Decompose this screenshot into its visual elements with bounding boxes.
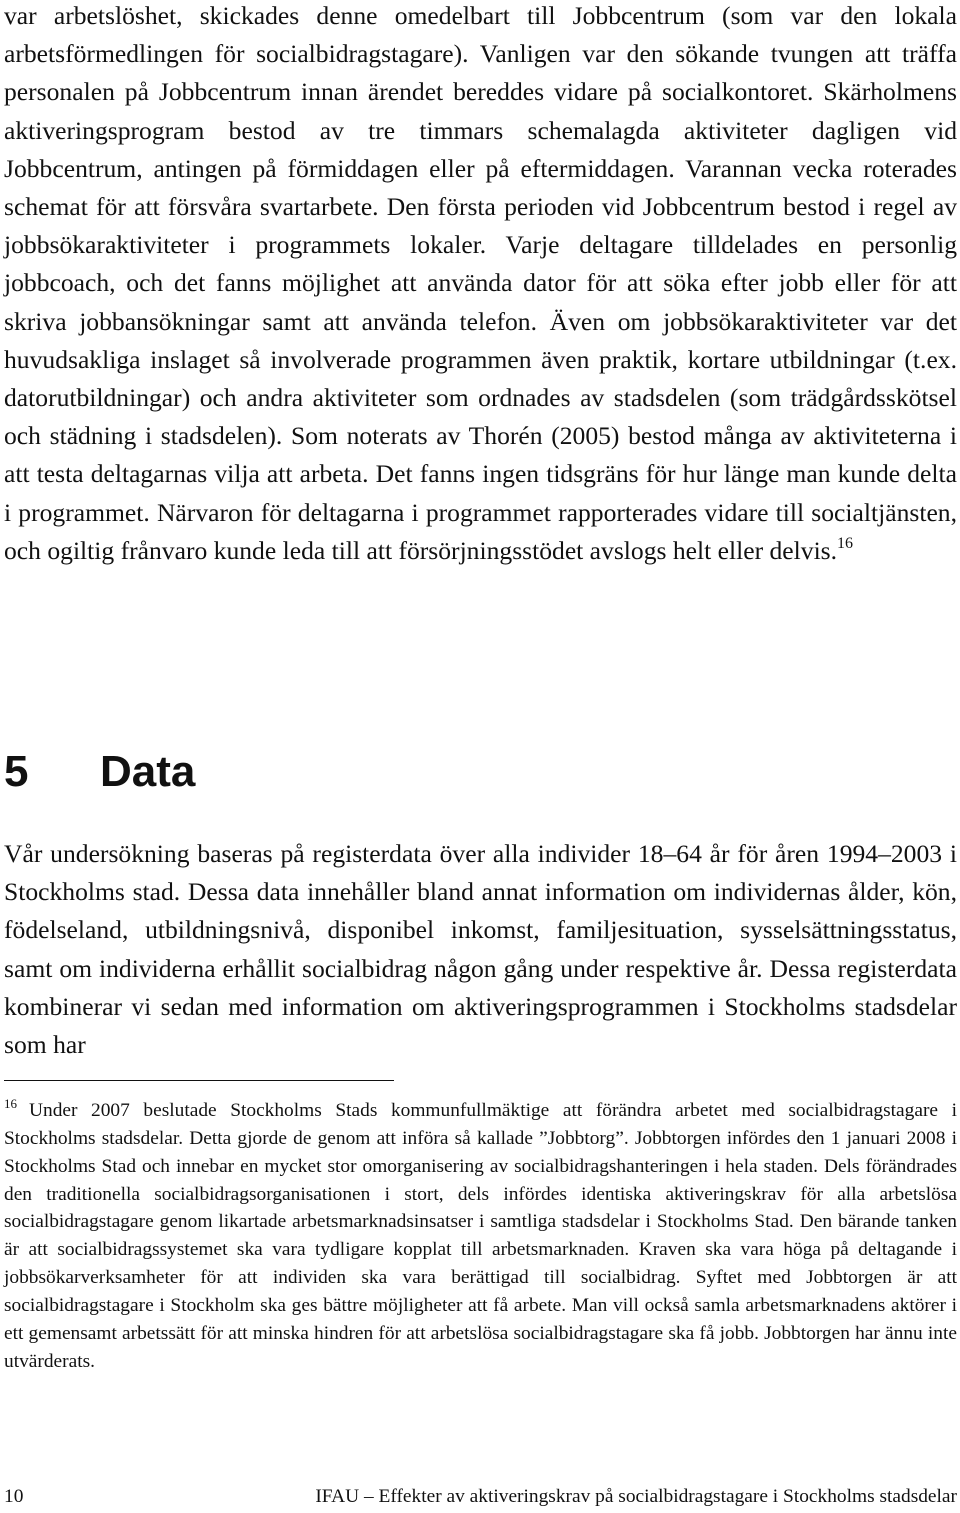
footnote-mark: 16 (4, 1096, 17, 1111)
footnote-text: Under 2007 beslutade Stockholms Stads kommunfullmäktige att förändra arbetet med socialbidragstagare i Stockholms stadsdelar. Detta gjorde de genom att införa så kallade ”Jobbtorg”. Jobbtorgen infördes den 1 januari 2008 i Stockholms Stad och innebar en mycket stor omorganisering av socialbidragshanteringen i hela staden. Dels förändrades den traditionella socialbidragsorganisationen i stort, dels infördes identiska aktiveringskrav för alla arbetslösa socialbidragstagare genom likartade arbetsmarknadsinsatser i samtliga stadsdelar i Stockholms Stad. Den bärande tanken är att socialbidragssystemet ska vara tydligare kopplat till arbetsmarknaden. Kraven ska vara höga på deltagande i jobbsökarverksamheter för att individen ska vara berättigad till socialbidrag. Syftet med Jobbtorgen är att socialbidragstagare i Stockholm ska ges bättre möjligheter att få arbete. Man vill också samla arbetsmarknadens aktörer i ett gemensamt arbetssätt för att minska hindren för att arbetslösa socialbidragstagare ska få jobb. Jobbtorgen har ännu inte utvärderats. (4, 1100, 957, 1372)
page-footer (4, 1484, 957, 1510)
footnote (4, 1097, 957, 1375)
body-paragraph (4, 0, 957, 570)
section-number: 5 (4, 747, 29, 796)
running-title: IFAU – Effekter av aktiveringskrav på socialbidragstagare i Stockholms stadsdelar (315, 1486, 957, 1507)
body-paragraph-text: var arbetslöshet, skickades denne omedelbart till Jobbcentrum (som var den lokala arbetsförmedlingen för socialbidragstagare). Vanligen var den sökande tvungen att träffa personalen på Jobbcentrum innan ärendet bereddes vidare på socialkontoret. Skärholmens aktiveringsprogram bestod av tre timmars schemalagda aktiviteter dagligen vid Jobbcentrum, antingen på förmiddagen eller på eftermiddagen. Varannan vecka roterades schemat för att försvåra svartarbete. Den första perioden vid Jobbcentrum bestod i regel av jobbsökaraktiviteter i programmets lokaler. Varje deltagare tilldelades en personlig jobbcoach, och det fanns möjlighet att använda dator för att söka efter jobb eller för att skriva jobbansökningar samt att använda telefon. Även om jobbsökaraktiviteter var det huvudsakliga inslaget så involverade programmen även praktik, kortare utbildningar (t.ex. datorutbildningar) och andra aktiviteter som ordnades av stadsdelen (som trädgårdsskötsel och städning i stadsdelen). Som noterats av Thorén (2005) bestod många av aktiviteterna i att testa deltagarnas vilja att arbeta. Det fanns ingen tidsgräns för hur länge man kunde delta i programmet. Närvaron för deltagarna i programmet rapporterades vidare till socialtjänsten, och ogiltig frånvaro kunde leda till att försörjningsstödet avslogs helt eller delvis. (4, 1, 957, 565)
section-paragraph: Vår undersökning baseras på registerdata över alla individer 18–64 år för åren 1994–2003 i Stockholms stad. Dessa data innehåller bland annat information om individernas ålder, kön, födelseland, utbildningsnivå, disponibel inkomst, familjesituation, sysselsättningsstatus, samt om individerna erhållit socialbidrag någon gång under respektive år. Dessa registerdata kombinerar vi sedan med information om aktiveringsprogrammen i Stockholms stadsdelar som har (4, 839, 957, 1060)
section-heading (4, 742, 195, 802)
footnote-reference[interactable]: 16 (837, 534, 854, 552)
page-number: 10 (4, 1486, 24, 1507)
section-title: Data (100, 747, 196, 796)
footnote-separator (4, 1080, 394, 1081)
